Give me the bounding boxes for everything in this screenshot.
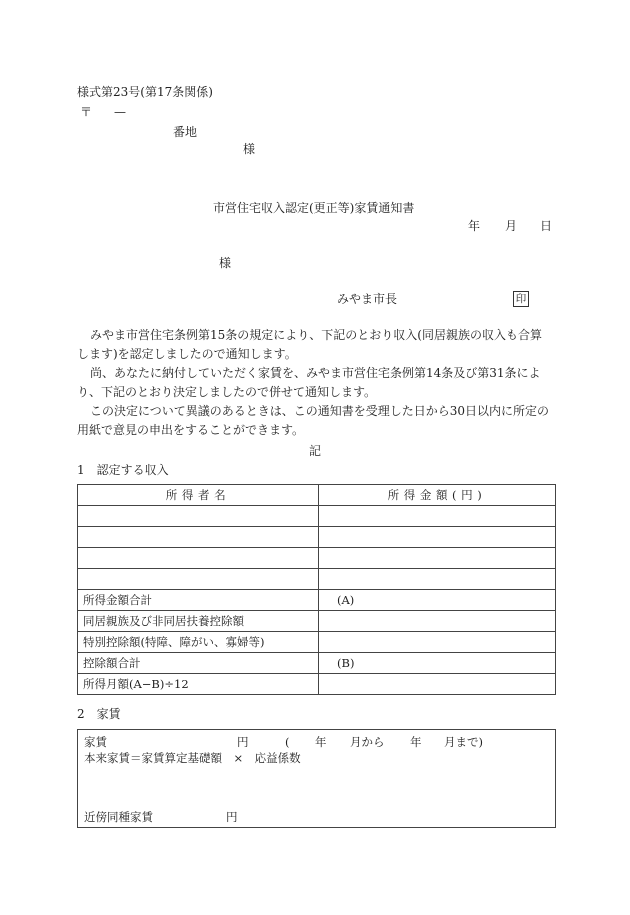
rent-month-to: 月まで) [444, 735, 483, 749]
row-label [78, 569, 319, 590]
nearby-rent-yen: 円 [226, 810, 238, 824]
rent-formula: 本来家賃＝家賃算定基礎額 × 応益係数 [84, 751, 301, 765]
total-income-value: (A) [319, 590, 556, 611]
row-value [319, 527, 556, 548]
body-text [77, 326, 553, 440]
row-label [78, 506, 319, 527]
rent-year-from: 年 [315, 735, 327, 749]
postal-mark: 〒 [80, 105, 93, 119]
section1-heading: 1 認定する収入 [77, 463, 169, 477]
postal-dash: — [114, 105, 126, 119]
row-label [78, 548, 319, 569]
nearby-rent-label: 近傍同種家賃 [84, 810, 153, 824]
rent-paren-open: ( [285, 735, 290, 749]
form-number: 様式第23号(第17条関係) [77, 85, 213, 99]
rent-box [77, 729, 556, 828]
col-income-earner-name: 所得者名 [78, 485, 319, 506]
income-table [77, 484, 556, 695]
dependent-deduction-value [319, 611, 556, 632]
table-row [78, 548, 556, 569]
table-row [78, 632, 556, 653]
dependent-deduction-label: 同居親族及び非同居扶養控除額 [78, 611, 319, 632]
income-table-header [78, 485, 556, 506]
table-row [78, 653, 556, 674]
body-paragraph-2: 尚、あなたに納付していただく家賃を、みやま市営住宅条例第14条及び第31条により、下記のとおり決定しましたので併せて通知します。 [77, 366, 541, 399]
monthly-income-label: 所得月額(A−B)÷12 [78, 674, 319, 695]
table-row [78, 527, 556, 548]
ki-mark: 記 [309, 444, 322, 458]
special-deduction-value [319, 632, 556, 653]
seal-stamp: 印 [513, 291, 529, 307]
rent-label: 家賃 [84, 735, 107, 749]
monthly-income-value [319, 674, 556, 695]
issuer-name: みやま市長 [337, 292, 398, 306]
rent-month-from: 月から [350, 735, 385, 749]
col-income-amount: 所得金額(円) [319, 485, 556, 506]
table-row [78, 611, 556, 632]
date-month: 月 [505, 219, 518, 233]
total-deduction-value: (B) [319, 653, 556, 674]
recipient-sama: 様 [219, 256, 232, 270]
row-value [319, 548, 556, 569]
row-value [319, 506, 556, 527]
total-income-label: 所得金額合計 [78, 590, 319, 611]
row-label [78, 527, 319, 548]
body-paragraph-3: この決定について異議のあるときは、この通知書を受理した日から30日以内に所定の用紙で意見の申出をすることができます。 [77, 404, 550, 437]
body-paragraph-1: みやま市営住宅条例第15条の規定により、下記のとおり収入(同居親族の収入も合算します)を認定しましたので通知します。 [77, 328, 542, 361]
special-deduction-label: 特別控除額(特障、障がい、寡婦等) [78, 632, 319, 653]
rent-year-to: 年 [410, 735, 422, 749]
table-row [78, 674, 556, 695]
table-row [78, 590, 556, 611]
address-banchi: 番地 [173, 125, 198, 139]
rent-yen: 円 [237, 735, 249, 749]
addressee-sama: 様 [243, 142, 256, 156]
page-title: 市営住宅収入認定(更正等)家賃通知書 [213, 201, 415, 215]
date-year: 年 [468, 219, 481, 233]
section2-heading: 2 家賃 [77, 707, 121, 721]
date-day: 日 [540, 219, 553, 233]
table-row [78, 506, 556, 527]
total-deduction-label: 控除額合計 [78, 653, 319, 674]
table-row [78, 569, 556, 590]
row-value [319, 569, 556, 590]
